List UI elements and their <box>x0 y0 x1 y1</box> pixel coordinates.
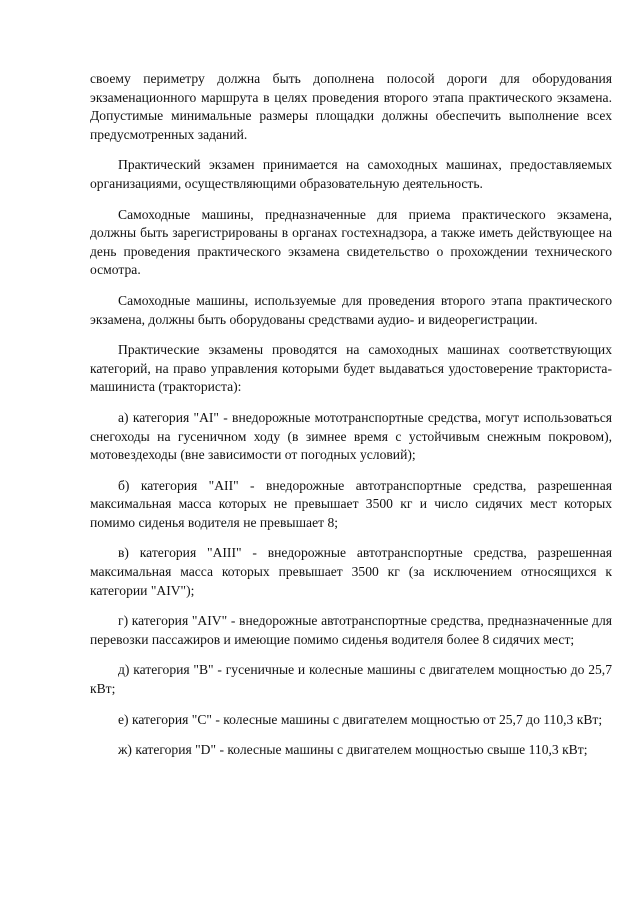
list-item-category-aiii: в) категория "AIII" - внедорожные автотранспортные средства, разрешенная максимальная масса которых превышает 3500 кг (за исключением относящихся к категории "AIV"); <box>90 545 612 598</box>
list-item-category-aii: б) категория "AII" - внедорожные автотранспортные средства, разрешенная максимальная масса которых не превышает 3500 кг и число сидячих мест которых помимо сиденья водителя не превышает 8; <box>90 477 612 530</box>
paragraph-registration: Самоходные машины, предназначенные для приема практического экзамена, должны быть зарегистрированы в органах гостехнадзора, а также иметь действующее на день проведения практического экзамена свидетельство о прохождении технического осмотра. <box>90 206 612 278</box>
list-item-category-ai: а) категория "AI" - внедорожные мототранспортные средства, могут использоваться снегоходы на гусеничном ходу (в зимнее время с устойчивым снежным покровом), мотовездеходы (вне зависимости от погодных условий); <box>90 409 612 463</box>
paragraph-audio-video: Самоходные машины, используемые для проведения второго этапа практического экзамена, должны быть оборудованы средствами аудио- и видеорегистрации. <box>90 292 612 327</box>
list-item-category-d: ж) категория "D" - колесные машины с двигателем мощностью свыше 110,3 кВт; <box>118 742 588 758</box>
list-item-category-b: д) категория "B" - гусеничные и колесные машины с двигателем мощностью до 25,7 кВт; <box>90 662 612 697</box>
paragraph-categories-intro: Практические экзамены проводятся на самоходных машинах соответствующих категорий, на право управления которыми будет выдаваться удостоверение тракториста-машиниста (тракториста): <box>90 342 612 395</box>
list-item-category-c: е) категория "C" - колесные машины с двигателем мощностью от 25,7 до 110,3 кВт; <box>118 711 603 727</box>
document-body <box>90 70 612 772</box>
paragraph-exam-machines: Практический экзамен принимается на самоходных машинах, предоставляемых организациями, осуществляющими образовательную деятельность. <box>90 157 612 191</box>
list-item-category-aiv: г) категория "AIV" - внедорожные автотранспортные средства, предназначенные для перевозки пассажиров и имеющие помимо сиденья водителя более 8 сидячих мест; <box>90 613 612 647</box>
paragraph-site-perimeter: своему периметру должна быть дополнена полосой дороги для оборудования экзаменационного маршрута в целях проведения второго этапа практического экзамена. Допустимые минимальные размеры площадки должны обеспечить выполнение всех предусмотренных заданий. <box>90 71 612 142</box>
